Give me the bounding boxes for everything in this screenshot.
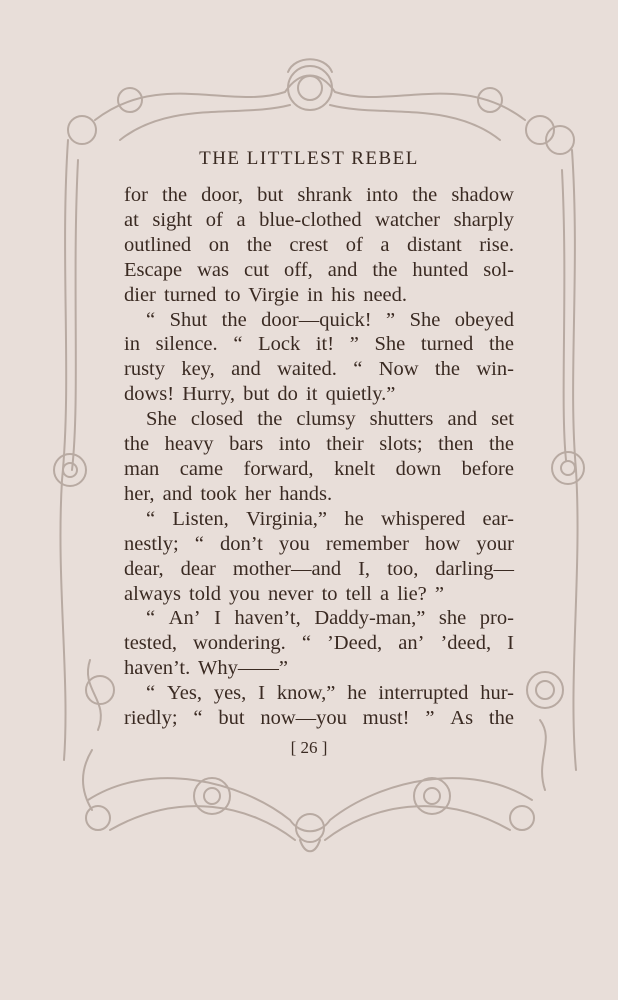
text-line: dier turned to Virgie in his need. [124,283,408,306]
text-line: dows! Hurry, but do it quietly.” [124,383,396,406]
running-head: THE LITTLEST REBEL [199,148,419,169]
text-line: always told you never to tell a lie? ” [124,582,445,605]
page-number: [ 26 ] [290,738,328,757]
text-line: “ Listen, Virginia,” he whispered ear- [146,507,514,530]
text-line: in silence. “ Lock it! ” She turned the [124,333,514,356]
text-line: for the door, but shrank into the shadow [124,184,514,206]
text-line: She closed the clumsy shutters and set [146,408,514,431]
text-line: Escape was cut off, and the hunted sol- [124,258,514,281]
text-line: man came forward, knelt down before [124,457,514,480]
text-line: rusty key, and waited. “ Now the win- [124,358,514,381]
text-line: “ Yes, yes, I know,” he interrupted hur- [146,682,514,705]
text-line: her, and took her hands. [124,482,333,505]
text-line: outlined on the crest of a distant rise. [124,233,514,256]
text-line: riedly; “ but now—you must! ” As the [124,707,514,730]
text-line: tested, wondering. “ ’Deed, an’ ’deed, I [124,632,514,655]
text-line: nestly; “ don’t you remember how your [124,532,514,555]
text-line: dear, dear mother—and I, too, darling— [124,557,514,580]
text-line: at sight of a blue-clothed watcher sharply [124,208,514,231]
text-line: haven’t. Why——” [124,657,288,680]
text-line: “ Shut the door—quick! ” She obeyed [146,308,514,331]
body-text [124,183,514,731]
text-line: the heavy bars into their slots; then the [124,433,514,456]
text-line: “ An’ I haven’t, Daddy-man,” she pro- [146,607,514,630]
